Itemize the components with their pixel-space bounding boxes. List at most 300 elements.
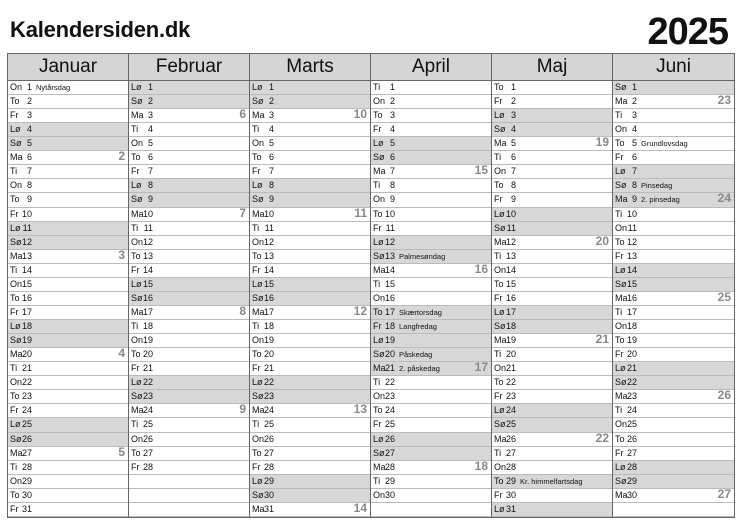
day-row [492, 179, 612, 193]
week-number: 15 [474, 163, 488, 178]
weekday-label: Ma [131, 405, 144, 416]
weekday-label: To [615, 335, 625, 346]
weekday-label: Ti [252, 222, 260, 233]
weekday-label: Lø [373, 236, 384, 247]
day-number: 4 [631, 124, 637, 135]
day-row [8, 123, 128, 137]
week-number: 6 [239, 107, 246, 122]
day-row [613, 264, 734, 278]
day-row [613, 306, 734, 320]
day-row [492, 95, 612, 109]
weekday-label: Ti [373, 278, 381, 289]
day-number: 8 [26, 180, 32, 191]
weekday-label: Fr [10, 110, 19, 121]
weekday-label: Fr [131, 264, 140, 275]
day-number: 5 [26, 138, 32, 149]
day-number: 19 [22, 335, 33, 346]
weekday-label: Ma [252, 405, 265, 416]
day-number: 20 [506, 349, 517, 360]
day-row [250, 278, 370, 292]
day-row [129, 151, 249, 165]
day-row [613, 390, 734, 404]
week-number: 9 [239, 402, 246, 417]
day-number: 18 [506, 321, 517, 332]
weekday-label: Ti [373, 81, 381, 92]
weekday-label: Fr [494, 391, 503, 402]
day-row [492, 233, 612, 250]
weekday-label: Ma [615, 292, 628, 303]
day-number: 28 [385, 461, 396, 472]
weekday-label: Fr [131, 461, 140, 472]
day-number: 18 [627, 321, 638, 332]
weekday-label: Ti [494, 152, 502, 163]
weekday-label: Ma [615, 96, 628, 107]
day-number: 23 [506, 391, 517, 402]
day-row [250, 447, 370, 461]
weekday-label: Sø [131, 391, 143, 402]
weekday-label: Sø [10, 138, 22, 149]
weekday-label: To [10, 292, 20, 303]
day-number: 17 [264, 306, 275, 317]
weekday-label: To [10, 489, 20, 500]
weekday-label: Sø [10, 433, 22, 444]
day-row [613, 447, 734, 461]
weekday-label: Ma [373, 264, 386, 275]
day-row [8, 95, 128, 109]
day-number: 18 [143, 321, 154, 332]
weekday-label: To [373, 306, 383, 317]
day-number: 30 [506, 489, 517, 500]
weekday-label: On [10, 377, 23, 388]
day-number: 7 [26, 166, 32, 177]
day-number: 6 [389, 152, 395, 163]
day-row [613, 376, 734, 390]
day-number: 28 [264, 461, 275, 472]
weekday-label: To [494, 377, 504, 388]
day-number: 2 [147, 96, 153, 107]
weekday-label: Ti [373, 475, 381, 486]
weekday-label: To [131, 250, 141, 261]
day-number: 5 [147, 138, 153, 149]
weekday-label: On [373, 194, 386, 205]
day-number: 8 [510, 180, 516, 191]
day-number: 10 [385, 208, 396, 219]
weekday-label: On [494, 363, 507, 374]
day-number: 13 [506, 250, 517, 261]
weekday-label: Ma [373, 363, 386, 374]
day-number: 25 [22, 419, 33, 430]
month-header: April [371, 54, 491, 81]
day-row [613, 151, 734, 165]
day-row [250, 165, 370, 179]
day-row [250, 205, 370, 222]
day-number: 18 [22, 321, 33, 332]
weekday-label: Lø [615, 264, 626, 275]
weekday-label: Lø [494, 110, 505, 121]
day-row [129, 236, 249, 250]
day-row [613, 193, 734, 207]
day-number: 19 [385, 335, 396, 346]
month-column-januar [8, 54, 129, 517]
day-number: 20 [385, 349, 396, 360]
weekday-label: Sø [373, 349, 385, 360]
day-row [8, 179, 128, 193]
day-row [129, 123, 249, 137]
weekday-label: On [615, 321, 628, 332]
month-column-februar [129, 54, 250, 517]
day-number: 9 [389, 194, 395, 205]
day-number: 10 [627, 208, 638, 219]
week-number: 23 [717, 93, 731, 108]
day-row [492, 292, 612, 306]
day-number: 16 [385, 292, 396, 303]
day-row [250, 292, 370, 306]
weekday-label: Lø [494, 405, 505, 416]
site-logo-title[interactable]: Kalendersiden.dk [10, 17, 191, 42]
weekday-label: Lø [252, 475, 263, 486]
day-row [492, 447, 612, 461]
day-number: 3 [631, 110, 637, 121]
holiday-label: Palmesøndag [399, 251, 446, 261]
day-row [8, 433, 128, 447]
day-row [250, 489, 370, 503]
day-row [8, 292, 128, 306]
day-number: 24 [506, 405, 517, 416]
day-number: 16 [264, 292, 275, 303]
weekday-label: Ti [10, 264, 18, 275]
day-row [371, 95, 491, 109]
weekday-label: On [373, 489, 386, 500]
day-row [371, 81, 491, 95]
weekday-label: Sø [252, 292, 264, 303]
day-number: 10 [264, 208, 275, 219]
day-number: 11 [627, 222, 637, 233]
day-number: 20 [143, 349, 154, 360]
day-row [492, 334, 612, 348]
day-row [492, 348, 612, 362]
weekday-label: To [494, 475, 504, 486]
day-number: 24 [22, 405, 33, 416]
day-number: 29 [506, 475, 517, 486]
weekday-label: Lø [615, 166, 626, 177]
day-row [8, 222, 128, 236]
weekday-label: Ti [10, 363, 18, 374]
day-number: 19 [506, 335, 517, 346]
day-number: 3 [147, 110, 153, 121]
day-row [129, 404, 249, 418]
day-row [250, 320, 370, 334]
day-row [129, 81, 249, 95]
weekday-label: Ti [131, 222, 139, 233]
day-row [8, 81, 128, 95]
day-row [371, 334, 491, 348]
day-number: 3 [510, 110, 516, 121]
weekday-label: On [252, 236, 265, 247]
month-column-maj [492, 54, 613, 517]
day-number: 27 [385, 447, 396, 458]
weekday-label: Ma [615, 489, 628, 500]
day-row [371, 165, 491, 179]
weekday-label: Lø [252, 278, 263, 289]
day-row [129, 418, 249, 432]
day-number: 30 [627, 489, 638, 500]
day-row [250, 418, 370, 432]
day-number: 14 [506, 264, 517, 275]
day-row [250, 475, 370, 489]
day-number: 13 [385, 250, 396, 261]
weekday-label: Sø [373, 447, 385, 458]
weekday-label: Ti [10, 166, 18, 177]
day-row [129, 179, 249, 193]
day-number: 11 [385, 222, 395, 233]
day-number: 21 [143, 363, 154, 374]
weekday-label: To [494, 180, 504, 191]
weekday-label: On [373, 96, 386, 107]
day-row [8, 334, 128, 348]
weekday-label: To [615, 138, 625, 149]
weekday-label: Fr [373, 419, 382, 430]
weekday-label: To [131, 447, 141, 458]
weekday-label: Ti [615, 110, 623, 121]
day-row [129, 475, 249, 489]
weekday-label: Ma [615, 194, 628, 205]
day-row [250, 250, 370, 264]
weekday-label: To [373, 405, 383, 416]
weekday-label: Ti [494, 250, 502, 261]
day-row [613, 320, 734, 334]
week-number: 10 [353, 107, 367, 122]
day-number: 26 [264, 433, 275, 444]
day-number: 26 [22, 433, 33, 444]
day-number: 28 [627, 461, 638, 472]
weekday-label: Sø [252, 96, 264, 107]
day-row [8, 247, 128, 264]
weekday-label: Ma [252, 110, 265, 121]
day-number: 7 [268, 166, 274, 177]
weekday-label: Ma [10, 152, 23, 163]
weekday-label: Lø [373, 335, 384, 346]
day-number: 12 [264, 236, 275, 247]
day-row [250, 303, 370, 320]
day-row [129, 503, 249, 517]
weekday-label: Lø [131, 377, 142, 388]
day-number: 8 [147, 180, 153, 191]
day-row [8, 418, 128, 432]
weekday-label: On [131, 335, 144, 346]
weekday-label: Ti [252, 321, 260, 332]
day-number: 21 [385, 363, 396, 374]
day-row [8, 489, 128, 503]
weekday-label: On [615, 124, 628, 135]
weekday-label: Ma [131, 306, 144, 317]
weekday-label: Lø [252, 81, 263, 92]
day-number: 3 [268, 110, 274, 121]
day-row [613, 362, 734, 376]
weekday-label: On [373, 292, 386, 303]
day-row [129, 222, 249, 236]
weekday-label: Ti [131, 419, 139, 430]
day-row [371, 222, 491, 236]
day-row [492, 475, 612, 489]
weekday-label: Fr [252, 363, 261, 374]
weekday-label: To [373, 208, 383, 219]
holiday-label: Langfredag [399, 322, 437, 332]
day-row [250, 236, 370, 250]
day-row [8, 461, 128, 475]
weekday-label: Fr [494, 489, 503, 500]
day-number: 9 [147, 194, 153, 205]
day-row [250, 500, 370, 517]
day-row [492, 376, 612, 390]
day-row [492, 404, 612, 418]
day-number: 25 [506, 419, 517, 430]
day-row [8, 151, 128, 165]
holiday-label: Kr. himmelfartsdag [520, 476, 583, 486]
weekday-label: Ma [373, 166, 386, 177]
week-number: 22 [595, 430, 609, 445]
day-row [129, 362, 249, 376]
day-number: 30 [264, 489, 275, 500]
day-row [492, 306, 612, 320]
day-number: 29 [264, 475, 275, 486]
holiday-label: Grundlovsdag [641, 139, 688, 149]
week-number: 20 [595, 233, 609, 248]
day-number: 13 [22, 250, 33, 261]
month-header: Februar [129, 54, 249, 81]
weekday-label: On [10, 475, 23, 486]
day-row [492, 430, 612, 447]
day-number: 12 [506, 236, 517, 247]
weekday-label: To [252, 250, 262, 261]
day-row [371, 236, 491, 250]
weekday-label: Ma [252, 208, 265, 219]
day-number: 28 [143, 461, 154, 472]
day-number: 24 [264, 405, 275, 416]
weekday-label: To [10, 96, 20, 107]
day-number: 20 [22, 349, 33, 360]
weekday-label: Lø [494, 208, 505, 219]
day-number: 14 [385, 264, 396, 275]
weekday-label: Fr [10, 503, 19, 514]
weekday-label: Ti [252, 419, 260, 430]
day-row [250, 151, 370, 165]
weekday-label: On [131, 236, 144, 247]
day-row [129, 193, 249, 207]
day-row [492, 109, 612, 123]
weekday-label: On [615, 419, 628, 430]
day-row [8, 348, 128, 362]
weekday-label: Fr [10, 208, 19, 219]
day-number: 23 [385, 391, 396, 402]
day-number: 17 [627, 306, 638, 317]
weekday-label: Ma [494, 433, 507, 444]
day-number: 22 [22, 377, 33, 388]
weekday-label: Sø [373, 152, 385, 163]
day-row [129, 109, 249, 123]
weekday-label: Fr [373, 124, 382, 135]
day-row [613, 81, 734, 95]
weekday-label: Fr [252, 166, 261, 177]
day-row [250, 334, 370, 348]
day-number: 8 [631, 180, 637, 191]
day-number: 7 [147, 166, 153, 177]
week-number: 12 [353, 303, 367, 318]
day-row [492, 390, 612, 404]
weekday-label: To [494, 81, 504, 92]
weekday-label: Lø [615, 363, 626, 374]
day-number: 4 [147, 124, 153, 135]
weekday-label: On [252, 138, 265, 149]
day-row [129, 376, 249, 390]
day-number: 29 [627, 475, 638, 486]
weekday-label: On [10, 278, 23, 289]
day-number: 23 [22, 391, 33, 402]
day-number: 13 [264, 250, 275, 261]
holiday-label: Påskedag [399, 350, 433, 360]
day-number: 1 [147, 81, 153, 92]
weekday-label: Sø [131, 194, 143, 205]
day-number: 12 [22, 236, 33, 247]
day-row [371, 348, 491, 362]
day-number: 1 [268, 81, 274, 92]
weekday-label: Ma [10, 447, 23, 458]
day-row [371, 458, 491, 475]
day-row [492, 193, 612, 207]
day-row [371, 208, 491, 222]
weekday-label: Lø [615, 461, 626, 472]
day-row [371, 418, 491, 432]
day-number: 9 [631, 194, 637, 205]
day-row [371, 433, 491, 447]
holiday-label: 2. pinsedag [641, 195, 680, 205]
weekday-label: Sø [615, 180, 627, 191]
weekday-label: Fr [252, 264, 261, 275]
weekday-label: Fr [615, 250, 624, 261]
day-number: 2 [26, 96, 32, 107]
day-number: 7 [389, 166, 395, 177]
day-row [8, 109, 128, 123]
day-row [8, 278, 128, 292]
day-number: 15 [506, 278, 517, 289]
weekday-label: Sø [494, 419, 506, 430]
holiday-label: Skærtorsdag [399, 307, 442, 317]
day-row [492, 81, 612, 95]
day-number: 22 [627, 377, 638, 388]
day-row [492, 208, 612, 222]
weekday-label: Sø [252, 489, 264, 500]
day-row [129, 165, 249, 179]
weekday-label: To [494, 278, 504, 289]
day-number: 15 [143, 278, 154, 289]
day-number: 19 [627, 335, 638, 346]
weekday-label: On [131, 433, 144, 444]
weekday-label: Sø [615, 81, 627, 92]
day-number: 14 [627, 264, 638, 275]
day-row [613, 278, 734, 292]
day-number: 24 [385, 405, 396, 416]
day-number: 22 [506, 377, 517, 388]
weekday-label: On [252, 433, 265, 444]
day-row [250, 433, 370, 447]
day-number: 21 [627, 363, 638, 374]
weekday-label: Sø [494, 222, 506, 233]
day-number: 9 [26, 194, 32, 205]
day-row [129, 390, 249, 404]
day-row [129, 137, 249, 151]
weekday-label: Sø [252, 194, 264, 205]
weekday-label: Lø [10, 124, 21, 135]
day-number: 6 [510, 152, 516, 163]
